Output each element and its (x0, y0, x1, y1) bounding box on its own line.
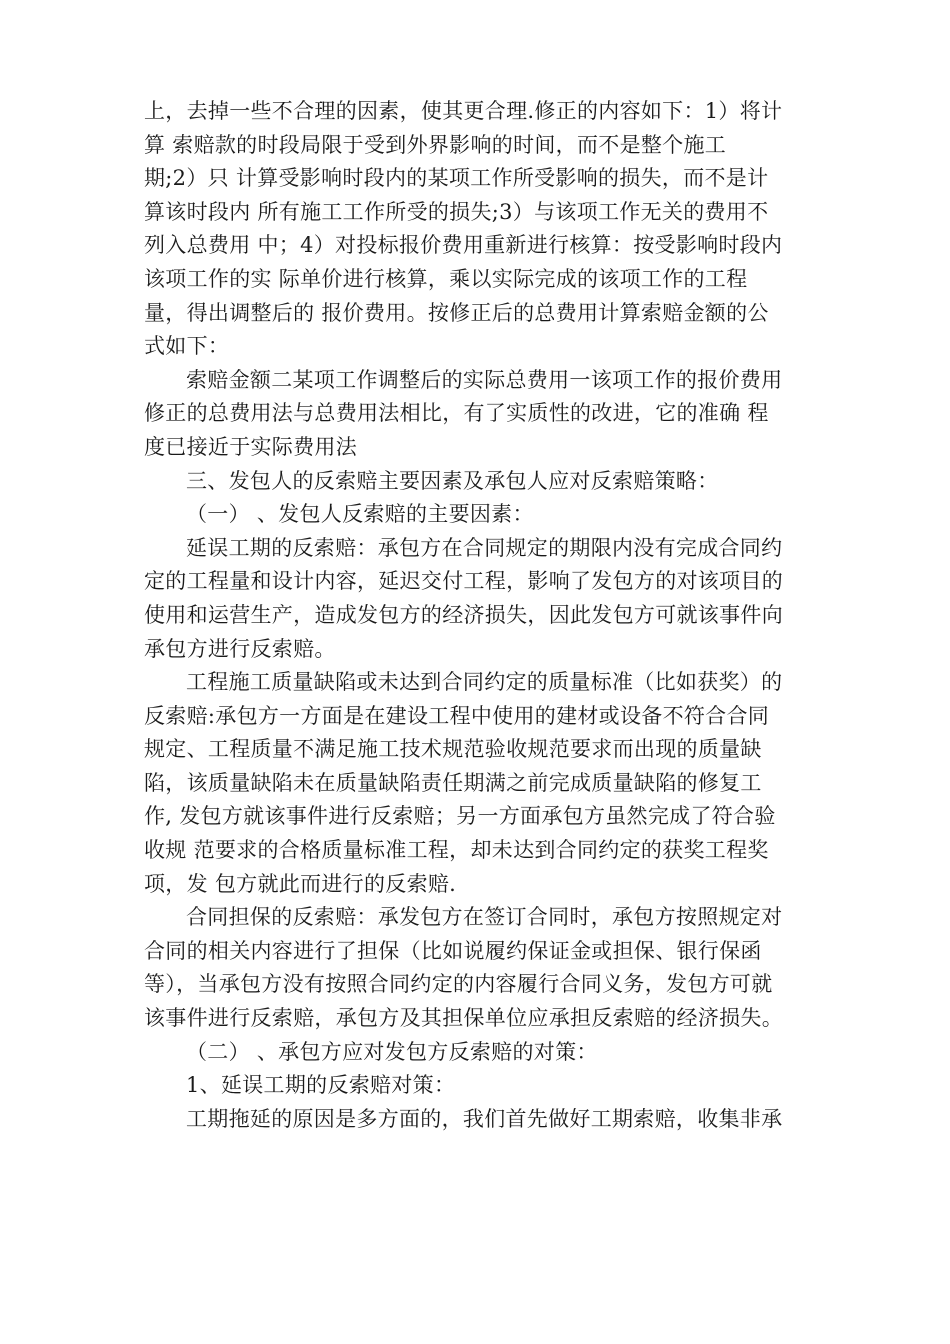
text-line: 期;2）只 计算受影响时段内的某项工作所受影响的损失，而不是计 (144, 166, 769, 191)
text-line: 上，去掉一些不合理的因素，使其更合理.修正的内容如下：1）将计 (144, 99, 783, 123)
text-line: 度已接近于实际费用法 (144, 434, 357, 459)
text-line: 合同担保的反索赔：承发包方在签订合同时，承包方按照规定对 (186, 905, 783, 930)
text-line: 该事件进行反索赔，承包方及其担保单位应承担反索赔的经济损失。 (144, 1006, 783, 1031)
text-line: 作, 发包方就该事件进行反索赔；另一方面承包方虽然完成了符合验 (144, 804, 776, 829)
document-page (144, 95, 824, 1136)
text-line: 1、延误工期的反索赔对策： (186, 1073, 456, 1098)
text-line: 工期拖延的原因是多方面的，我们首先做好工期索赔，收集非承 (186, 1106, 783, 1131)
text-line: 项，发 包方就此而进行的反索赔. (144, 871, 457, 896)
text-line: 算该时段内 所有施工工作所受的损失;3）与该项工作无关的费用不 (144, 199, 769, 224)
text-line: 列入总费用 中；4）对投标报价费用重新进行核算：按受影响时段内 (144, 233, 783, 258)
text-line: 使用和运营生产，造成发包方的经济损失，因此发包方可就该事件向 (144, 602, 783, 627)
text-line: 等），当承包方没有按照合同约定的内容履行合同义务，发包方可就 (144, 972, 773, 997)
text-line: 三、发包人的反索赔主要因素及承包人应对反索赔策略： (186, 468, 719, 493)
text-line: （一） 、发包人反索赔的主要因素： (186, 502, 534, 527)
text-line: （二） 、承包方应对发包方反索赔的对策： (186, 1039, 598, 1064)
text-line: 合同的相关内容进行了担保（比如说履约保证金或担保、银行保函 (144, 938, 762, 963)
text-line: 算 索赔款的时段局限于受到外界影响的时间，而不是整个施工 (144, 132, 727, 157)
text-line: 陷，该质量缺陷未在质量缺陷责任期满之前完成质量缺陷的修复工 (144, 770, 762, 795)
text-line: 索赔金额二某项工作调整后的实际总费用一该项工作的报价费用 (186, 367, 783, 392)
text-line: 该项工作的实 际单价进行核算，乘以实际完成的该项工作的工程 (144, 266, 748, 291)
text-line: 承包方进行反索赔。 (144, 636, 336, 661)
text-line: 量，得出调整后的 报价费用。按修正后的总费用计算索赔金额的公 (144, 300, 769, 325)
text-line: 工程施工质量缺陷或未达到合同约定的质量标准（比如获奖）的 (186, 670, 783, 695)
text-line: 式如下： (144, 334, 230, 359)
text-line: 规定、工程质量不满足施工技术规范验收规范要求而出现的质量缺 (144, 737, 762, 762)
text-line: 修正的总费用法与总费用法相比，有了实质性的改进，它的准确 程 (144, 401, 769, 426)
text-line: 定的工程量和设计内容，延迟交付工程，影响了发包方的对该项目的 (144, 569, 783, 594)
text-line: 延误工期的反索赔：承包方在合同规定的期限内没有完成合同约 (186, 535, 783, 560)
text-line: 反索赔:承包方一方面是在建设工程中使用的建材或设备不符合合同 (144, 703, 770, 728)
text-line: 收规 范要求的合格质量标准工程，却未达到合同约定的获奖工程奖 (144, 838, 769, 863)
